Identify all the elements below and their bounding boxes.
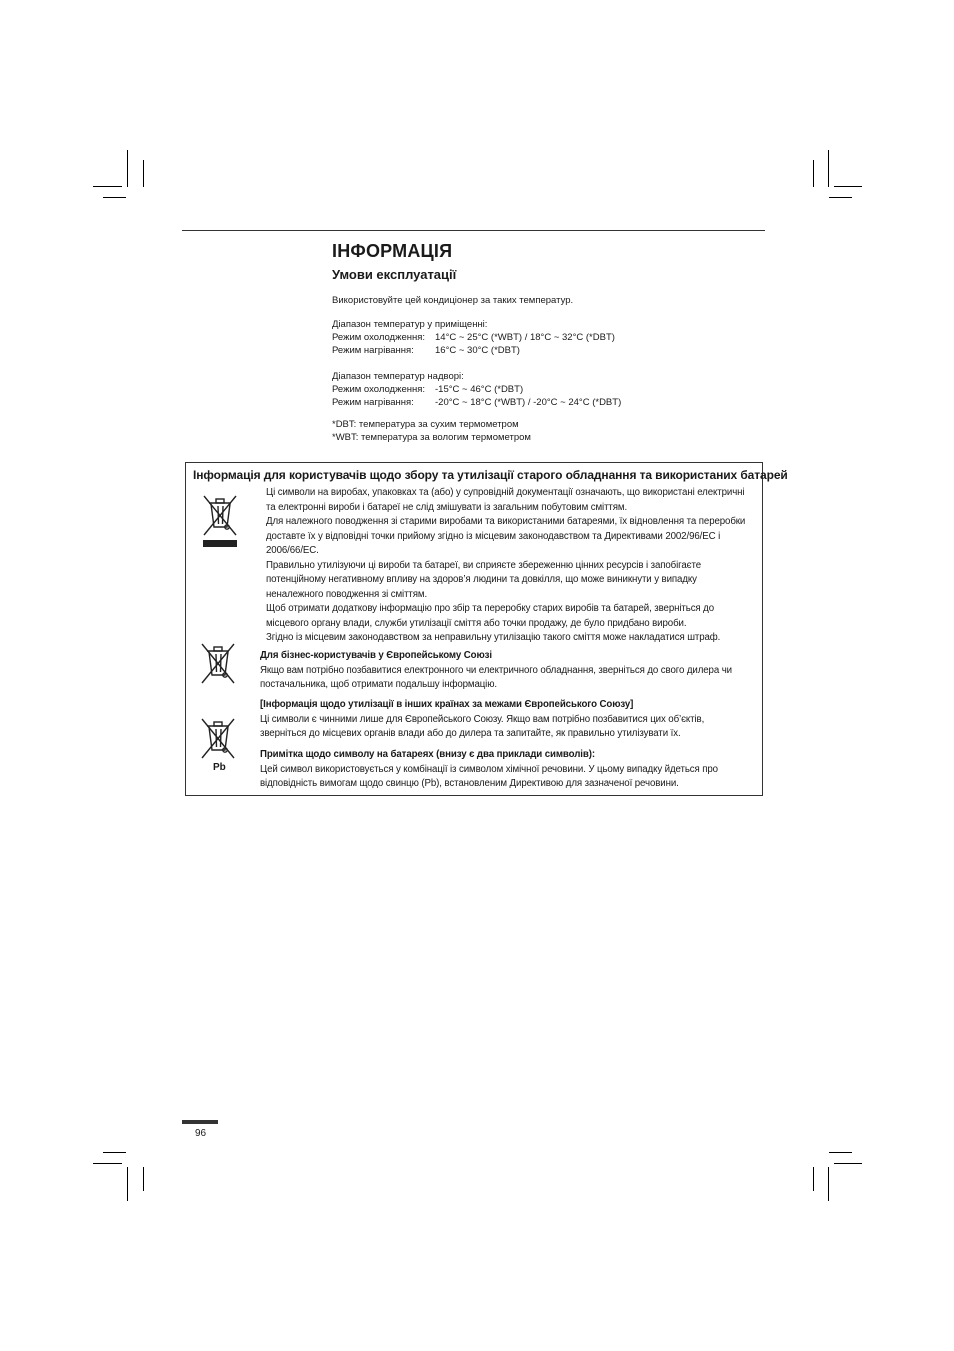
text-line: Цей символ використовується у комбінації із символом хімічної речовини. У цьому випадку йдеться про	[260, 763, 718, 775]
indoor-cooling-label: Режим охолодження:	[332, 332, 426, 343]
indoor-heating-row	[332, 344, 520, 357]
text-line: Для належного поводження зі старими виробами та використаними батареями, їх відновлення та переробки	[266, 516, 746, 527]
business-heading: Для бізнес-користувачів у Європейському Союзі	[260, 650, 492, 661]
text-line: Якщо вам потрібно позбавитися електронного чи електричного обладнання, зверніться до свого дилера чи	[260, 664, 732, 676]
dbt-note: *DBT: температура за сухим термометром	[332, 419, 519, 430]
crossed-bin-icon	[198, 716, 238, 776]
text-line: місцевого органу влади, служби утилізації сміття або точки продажу, де було придбано вироби.	[266, 617, 687, 629]
page-title: ІНФОРМАЦІЯ	[332, 241, 453, 261]
text-line: Щоб отримати додаткову інформацію про збір та переробку старих виробів та батарей, зверніться до	[266, 603, 715, 614]
text-line: 2006/66/EC.	[266, 545, 319, 556]
outdoor-cooling-label: Режим охолодження:	[332, 384, 426, 395]
indoor-heading: Діапазон температур у приміщенні:	[332, 319, 488, 330]
indoor-cooling-value: 14°C ~ 25°C (*WBT) / 18°C ~ 32°C (*DBT)	[435, 332, 615, 343]
indoor-cooling-row	[332, 331, 615, 344]
text-line: зверніться до місцевих органів влади або до дилера та запитайте, як правильно утилізувати їх.	[260, 728, 681, 739]
outdoor-cooling-row	[332, 383, 524, 396]
section-subtitle: Умови експлуатації	[332, 267, 457, 282]
page-number-bar	[182, 1120, 218, 1124]
crossed-bin-icon	[200, 491, 240, 549]
header-rule	[182, 230, 765, 231]
outdoor-heating-row	[332, 396, 622, 409]
pb-label: Pb	[213, 762, 226, 773]
outdoor-cooling-value: -15°C ~ 46°C (*DBT)	[435, 384, 524, 395]
disposal-title: Інформація для користувачів щодо збору та утилізації старого обладнання та використаних батарей	[193, 468, 788, 482]
indoor-heating-value: 16°C ~ 30°C (*DBT)	[435, 345, 520, 356]
text-line: Правильно утилізуючи ці вироби та батареї, ви сприяєте збереженню цінних ресурсів і запобігаєте	[266, 559, 702, 571]
text-line: доставте їх у відповідні точки прийому згідно із місцевим законодавством та Директивами 2002/96/EC і	[266, 530, 721, 542]
text-line: відповідність вимогам щодо свинцю (Pb), встановленим Директивою для зазначеної речовини.	[260, 778, 679, 789]
crossed-bin-icon	[198, 641, 238, 687]
conditions-intro: Використовуйте цей кондиціонер за таких температур.	[332, 295, 574, 306]
other-countries-heading: [Інформація щодо утилізації в інших країнах за межами Європейського Союзу]	[260, 699, 634, 710]
outdoor-heating-value: -20°C ~ 18°C (*WBT) / -20°C ~ 24°C (*DBT)	[435, 397, 622, 408]
text-line: постачальника, щоб отримати подальшу інформацію.	[260, 679, 497, 690]
text-line: та електронні вироби і батареї не слід змішувати із загальним побутовим сміттям.	[266, 501, 628, 513]
indoor-heating-label: Режим нагрівання:	[332, 345, 414, 356]
page-number: 96	[195, 1128, 207, 1139]
outdoor-heading: Діапазон температур надворі:	[332, 371, 464, 382]
text-line: Ці символи є чинними лише для Європейського Союзу. Якщо вам потрібно позбавитися цих об’єктів,	[260, 713, 705, 725]
text-line: неналежного поводження зі сміттям.	[266, 588, 428, 600]
wbt-note: *WBT: температура за вологим термометром	[332, 432, 531, 443]
disposal-info-box	[185, 462, 788, 796]
outdoor-heating-label: Режим нагрівання:	[332, 397, 414, 408]
battery-heading: Примітка щодо символу на батареях (внизу є два приклади символів):	[260, 749, 595, 760]
text-line: потенційному негативному впливу на здоров’я людини та довкілля, що може виникнути у випадку	[266, 574, 697, 585]
text-line: Ці символи на виробах, упаковках та (або) у супровідній документації означають, що використані електричні	[266, 487, 745, 498]
text-line: Згідно із місцевим законодавством за неправильну утилізацію такого сміття може накладатися штраф.	[266, 632, 721, 643]
